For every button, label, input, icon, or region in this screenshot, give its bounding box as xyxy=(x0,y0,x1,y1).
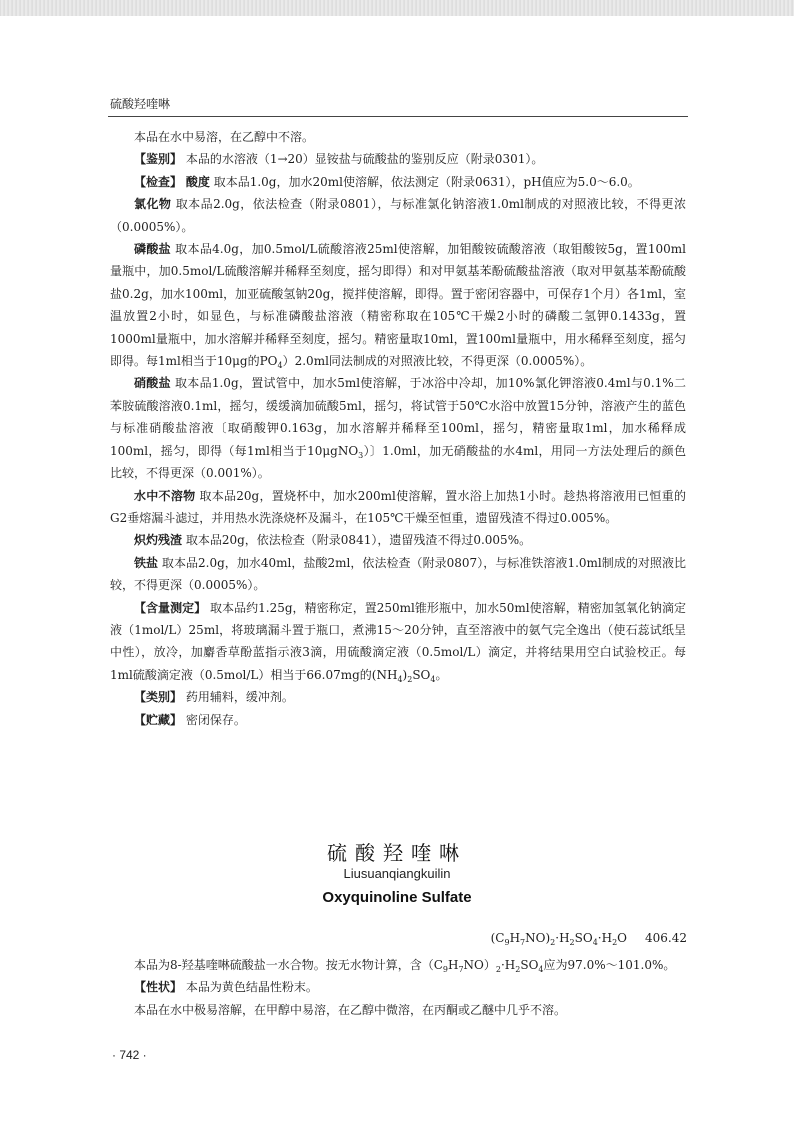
definition-text: NO） xyxy=(463,958,496,972)
definition-text: ·H xyxy=(500,958,516,972)
molecular-weight: 406.42 xyxy=(645,931,687,945)
subscript: 4 xyxy=(397,674,403,684)
formula-part: (C xyxy=(490,931,505,945)
subscript: 3 xyxy=(358,450,364,460)
subscript: 7 xyxy=(458,965,464,974)
formula-part: H xyxy=(509,931,521,945)
category-text: 药用辅料，缓冲剂。 xyxy=(185,690,294,705)
subscript: 2 xyxy=(407,674,413,684)
definition-paragraph xyxy=(110,954,686,976)
nitrate-paragraph xyxy=(110,372,686,484)
acidity-heading: 酸度 xyxy=(185,174,210,189)
subscript: 2 xyxy=(612,938,618,947)
scan-edge xyxy=(0,0,794,16)
subscript: 2 xyxy=(569,938,575,947)
phosphate-text: 取本品4.0g，加0.5mol/L硫酸溶液25ml使溶解，加钼酸铵硫酸溶液（取钼酸铵5g，置100ml量瓶中，加0.5mol/L硫酸溶解并稀释至刻度，摇匀即得）和对甲氨基苯酚硫酸盐溶液（取对甲氨基苯酚硫酸盐0.2g，加水100ml，加亚硫酸氢钠20g，搅拌使溶解，即得。置于密闭容器中，可保存1个月）各1ml，室温放置2小时，如显色，与标准磷酸盐溶液（精密称取在105℃干燥2小时的磷酸二氢钾0.1433g，置1000ml量瓶中，加水溶解并稀释至刻度，摇匀。精密量取10ml，置100ml量瓶中，用水稀释至刻度，摇匀即得。每1ml相当于10μg的PO xyxy=(110,242,686,369)
assay-heading: 【含量测定】 xyxy=(134,600,207,615)
formula-part: ·H xyxy=(597,931,613,945)
assay-text-so: SO xyxy=(412,667,431,682)
insoluble-heading: 水中不溶物 xyxy=(134,488,196,503)
nitrate-text: 取本品1.0g，置试管中，加水5ml使溶解，于冰浴中冷却，加10%氯化钾溶液0.4ml与0.1%二苯胺硫酸溶液0.1ml，摇匀，缓缓滴加硫酸5ml，摇匀，将试管于50℃水浴中放置15分钟，溶液产生的蓝色与标准硝酸盐溶液〔取硝酸钾0.163g，加水溶解并稀释至100ml，摇匀，精密量取1ml，加水稀释成100ml，摇匀，即得（每1ml相当于10μgNO xyxy=(110,376,686,458)
chloride-paragraph xyxy=(110,193,686,238)
monograph-body xyxy=(110,954,686,1021)
storage-heading: 【贮藏】 xyxy=(134,712,183,727)
page-number: · 742 · xyxy=(112,1048,147,1062)
subscript: 9 xyxy=(504,938,510,947)
subscript: 4 xyxy=(277,361,283,371)
tests-heading: 【检查】 xyxy=(134,174,183,189)
subscript: 4 xyxy=(430,674,436,684)
running-head: 硫酸羟喹啉 xyxy=(110,97,171,111)
acidity-text: 取本品1.0g，加水20ml使溶解，依法测定（附录0631），pH值应为5.0～6.0。 xyxy=(213,174,640,189)
characters-paragraph xyxy=(110,976,686,998)
chloride-text: 取本品2.0g，依法检查（附录0801），与标准氯化钠溶液1.0ml制成的对照液比较，不得更浓（0.0005%）。 xyxy=(110,197,686,234)
subscript: 7 xyxy=(520,938,526,947)
nitrate-text-end: ）〕1.0ml，加无硝酸盐的水4ml，用同一方法处理后的颜色比较，不得更深（0.001%）。 xyxy=(110,443,687,481)
solubility-paragraph: 本品在水中极易溶解，在甲醇中易溶，在乙醇中微溶，在丙酮或乙醚中几乎不溶。 xyxy=(134,1002,567,1017)
identification-text: 本品的水溶液（1→20）显铵盐与硫酸盐的鉴别反应（附录0301）。 xyxy=(185,152,544,167)
formula-part: O xyxy=(617,931,627,945)
storage-paragraph xyxy=(110,709,686,731)
phosphate-heading: 磷酸盐 xyxy=(134,242,171,257)
formula-part: ·H xyxy=(555,931,570,945)
subscript: 2 xyxy=(515,965,521,974)
solubility-paragraph: 本品在水中易溶，在乙醇中不溶。 xyxy=(134,130,315,144)
monograph-title-english: Oxyquinoline Sulfate xyxy=(322,889,472,906)
definition-text: SO xyxy=(520,958,539,972)
definition-text: 本品为8-羟基喹啉硫酸盐一水合物。按无水物计算，含（C xyxy=(134,958,443,972)
acidity-paragraph xyxy=(110,171,686,193)
chloride-heading: 氯化物 xyxy=(134,197,172,212)
molecular-formula xyxy=(491,931,687,945)
previous-monograph-body xyxy=(110,126,686,731)
phosphate-paragraph xyxy=(110,238,686,372)
category-heading: 【类别】 xyxy=(134,690,183,705)
subscript: 2 xyxy=(550,938,556,947)
iron-paragraph xyxy=(110,552,686,597)
characters-heading: 【性状】 xyxy=(134,980,183,995)
iron-text: 取本品2.0g，加水40ml，盐酸2ml，依法检查（附录0807），与标准铁溶液1.0ml制成的对照液比较，不得更深（0.0005%）。 xyxy=(110,555,686,593)
subscript: 4 xyxy=(538,965,544,974)
iron-heading: 铁盐 xyxy=(134,555,159,570)
monograph-title-chinese: 硫酸羟喹啉 xyxy=(327,841,467,865)
subscript: 2 xyxy=(495,965,501,974)
identification-paragraph xyxy=(110,148,686,170)
residue-text: 取本品20g，依法检查（附录0841），遗留残渣不得过0.005%。 xyxy=(185,533,532,548)
insoluble-text: 取本品20g，置烧杯中，加水200ml使溶解，置水浴上加热1小时。趁热将溶液用已恒重的G2垂熔漏斗滤过，并用热水洗涤烧杯及漏斗，在105℃干燥至恒重，遗留残渣不得过0.005%。 xyxy=(110,488,686,525)
header-rule xyxy=(108,116,688,117)
subscript: 4 xyxy=(592,938,598,947)
assay-paragraph xyxy=(110,597,686,687)
assay-text: 取本品约1.25g，精密称定，置250ml锥形瓶中，加水50ml使溶解，精密加氢氧化钠滴定液（1mol/L）25ml，将玻璃漏斗置于瓶口，煮沸15～20分钟，直至溶液中的氨气完全逸出（使石蕊试纸呈中性），放冷，加麝香草酚蓝指示液3滴，用硫酸滴定液（0.5mol/L）滴定，并将结果用空白试验校正。每1ml硫酸滴定液（0.5mol/L）相当于66.07mg的(NH xyxy=(110,600,686,682)
storage-text: 密闭保存。 xyxy=(185,712,246,727)
identification-heading: 【鉴别】 xyxy=(134,152,183,167)
residue-paragraph xyxy=(110,529,686,551)
residue-heading: 炽灼残渣 xyxy=(134,533,183,548)
definition-text: H xyxy=(447,958,459,972)
assay-text-paren: ) xyxy=(402,667,408,682)
category-paragraph xyxy=(110,686,686,708)
assay-text-end: 。 xyxy=(435,667,448,682)
formula-part: NO) xyxy=(525,931,551,945)
definition-text: 应为97.0%～101.0%。 xyxy=(543,958,676,972)
formula-part: SO xyxy=(574,931,593,945)
subscript: 9 xyxy=(442,965,448,974)
insoluble-paragraph xyxy=(110,485,686,530)
nitrate-heading: 硝酸盐 xyxy=(134,376,171,391)
phosphate-text-end: ）2.0ml同法制成的对照液比较，不得更深（0.0005%）。 xyxy=(282,354,593,369)
characters-text: 本品为黄色结晶性粉末。 xyxy=(185,980,318,995)
monograph-title-pinyin: Liusuanqiangkuilin xyxy=(343,866,451,881)
